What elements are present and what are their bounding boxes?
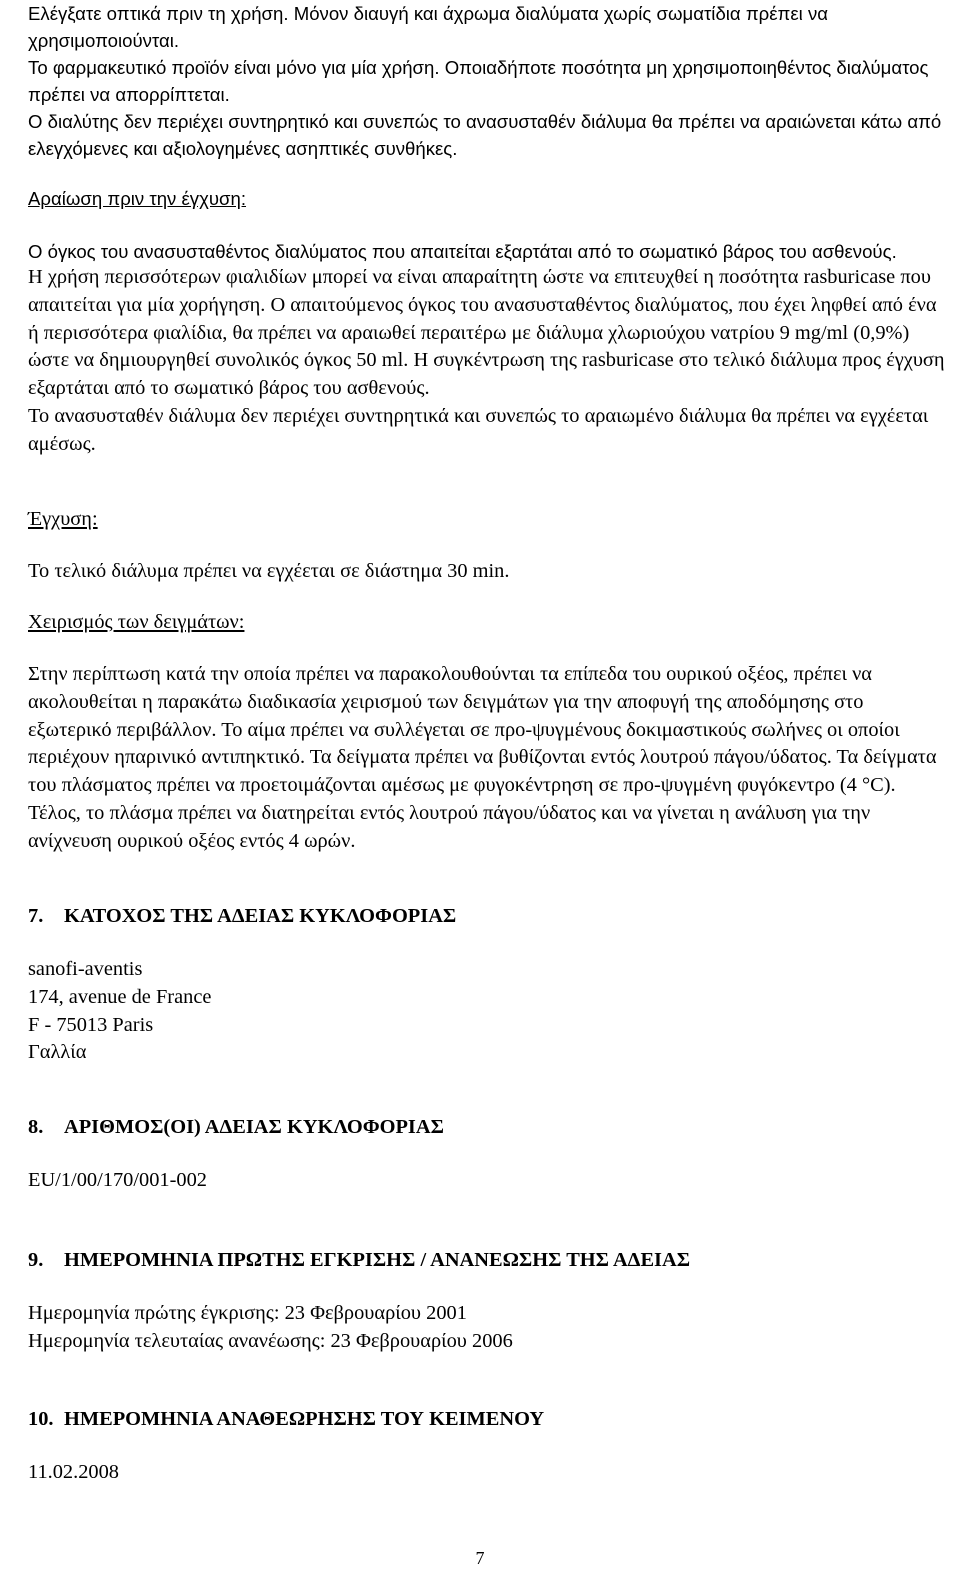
last-renewal-date: Ημερομηνία τελευταίας ανανέωσης: 23 Φεβρουαρίου 2006 xyxy=(28,1329,513,1352)
dilution-heading-block xyxy=(28,185,948,212)
section-8-value-block xyxy=(28,1167,948,1195)
address-line-city: F - 75013 Paris xyxy=(28,1013,154,1036)
section-7-heading xyxy=(28,903,456,931)
infusion-heading-block xyxy=(28,506,948,534)
dilution-paragraph-2: Η χρήση περισσότερων φιαλιδίων μπορεί να είναι απαραίτητη ώστε να επιτευχθεί η ποσότητα rasburicase που απαιτείται για μία χορήγηση. Ο απαιτούμενος όγκος του ανασυσταθέντος διαλύματος, που έχει ληφθεί από ένα ή περισσότερα φιαλίδια, θα πρέπει να αραιωθεί περαιτέρω με διάλυμα χλωριούχου νατρίου 9 mg/ml (0,9%) ώστε να δημιουργηθεί συνολικός όγκος 50 ml. Η συγκέντρωση της rasburicase στο τελικό διάλυμα προς έγχυση εξαρτάται από το σωματικό βάρος του ασθενούς. xyxy=(28,266,945,400)
section-10-number: 10. xyxy=(28,1408,54,1430)
page-number: 7 xyxy=(475,1548,485,1568)
intro-paragraph-2: Το φαρμακευτικό προϊόν είναι μόνο για μία χρήση. Οποιαδήποτε ποσότητα μη χρησιμοποιηθέντος διαλύματος πρέπει να απορρίπτεται. xyxy=(28,57,929,105)
section-7-title: ΚΑΤΟΧΟΣ ΤΗΣ ΑΔΕΙΑΣ ΚΥΚΛΟΦΟΡΙΑΣ xyxy=(64,905,457,927)
first-approval-date: Ημερομηνία πρώτης έγκρισης: 23 Φεβρουαρίου 2001 xyxy=(28,1302,467,1324)
dilution-heading: Αραίωση πριν την έγχυση: xyxy=(28,188,247,209)
section-10-value-block xyxy=(28,1459,948,1487)
section-9-dates xyxy=(28,1300,948,1356)
intro-block xyxy=(28,0,948,162)
section-8-heading xyxy=(28,1114,444,1142)
marketing-authorisation-number: EU/1/00/170/001-002 xyxy=(28,1169,207,1191)
section-7-number: 7. xyxy=(28,905,44,927)
dilution-paragraph-1-block xyxy=(28,238,948,265)
infusion-text-block xyxy=(28,558,948,586)
intro-paragraph-1: Ελέγξατε οπτικά πριν τη χρήση. Μόνον διαυγή και άχρωμα διαλύματα χωρίς σωματίδια πρέπει να χρησιμοποιούνται. xyxy=(28,3,828,51)
handling-text: Στην περίπτωση κατά την οποία πρέπει να παρακολουθούνται τα επίπεδα του ουρικού οξέος, πρέπει να ακολουθείται η παρακάτω διαδικασία χειρισμού των δειγμάτων για την αποφυγή της αποδόμησης στο εξωτερικό περιβάλλον. Το αίμα πρέπει να συλλέγεται σε προ-ψυγμένους δοκιμαστικούς σωλήνες οι οποίοι περιέχουν ηπαρινικό αντιπηκτικό. Τα δείγματα πρέπει να βυθίζονται εντός λουτρού πάγου/ύδατος. Τα δείγματα του πλάσματος πρέπει να προετοιμάζονται αμέσως με φυγοκέντρηση σε προ-ψυγμένη φυγόκεντρο (4 °C). Τέλος, το πλάσμα πρέπει να διατηρείται εντός λουτρού πάγου/ύδατος και να γίνεται η ανάλυση για την ανίχνευση ουρικού οξέος εντός 4 ωρών. xyxy=(28,663,937,852)
dilution-serif-block xyxy=(28,264,948,459)
address-line-street: 174, avenue de France xyxy=(28,985,212,1008)
handling-heading: Χειρισμός των δειγμάτων: xyxy=(28,611,245,633)
revision-date: 11.02.2008 xyxy=(28,1461,120,1483)
infusion-text: Το τελικό διάλυμα πρέπει να εγχέεται σε διάστημα 30 min. xyxy=(28,560,510,582)
section-9-title: ΗΜΕΡΟΜΗΝΙΑ ΠΡΩΤΗΣ ΕΓΚΡΙΣΗΣ / ΑΝΑΝΕΩΣΗΣ ΤΗΣ ΑΔΕΙΑΣ xyxy=(64,1249,691,1271)
handling-heading-block xyxy=(28,609,948,637)
address-line-country: Γαλλία xyxy=(28,1041,87,1064)
section-8-number: 8. xyxy=(28,1116,44,1138)
intro-paragraph-3: Ο διαλύτης δεν περιέχει συντηρητικό και συνεπώς το ανασυσταθέν διάλυμα θα πρέπει να αραιώνεται κάτω από ελεγχόμενες και αξιολογημένες ασηπτικές συνθήκες. xyxy=(28,111,942,159)
dilution-paragraph-1: Ο όγκος του ανασυσταθέντος διαλύματος που απαιτείται εξαρτάται από το σωματικό βάρος του ασθενούς. xyxy=(28,241,897,262)
section-9-heading xyxy=(28,1247,690,1275)
section-9-number: 9. xyxy=(28,1249,44,1271)
handling-text-block xyxy=(28,661,948,856)
section-7-address xyxy=(28,956,948,1067)
section-10-heading xyxy=(28,1406,544,1434)
section-8-title: ΑΡΙΘΜΟΣ(ΟΙ) ΑΔΕΙΑΣ ΚΥΚΛΟΦΟΡΙΑΣ xyxy=(64,1116,444,1138)
address-line-company: sanofi-aventis xyxy=(28,958,143,980)
section-10-title: ΗΜΕΡΟΜΗΝΙΑ ΑΝΑΘΕΩΡΗΣΗΣ ΤΟΥ ΚΕΙΜΕΝΟΥ xyxy=(64,1408,545,1430)
infusion-heading: Έγχυση: xyxy=(28,508,98,530)
dilution-paragraph-3: Το ανασυσταθέν διάλυμα δεν περιέχει συντηρητικά και συνεπώς το αραιωμένο διάλυμα θα πρέπει να εγχέεται αμέσως. xyxy=(28,404,929,455)
